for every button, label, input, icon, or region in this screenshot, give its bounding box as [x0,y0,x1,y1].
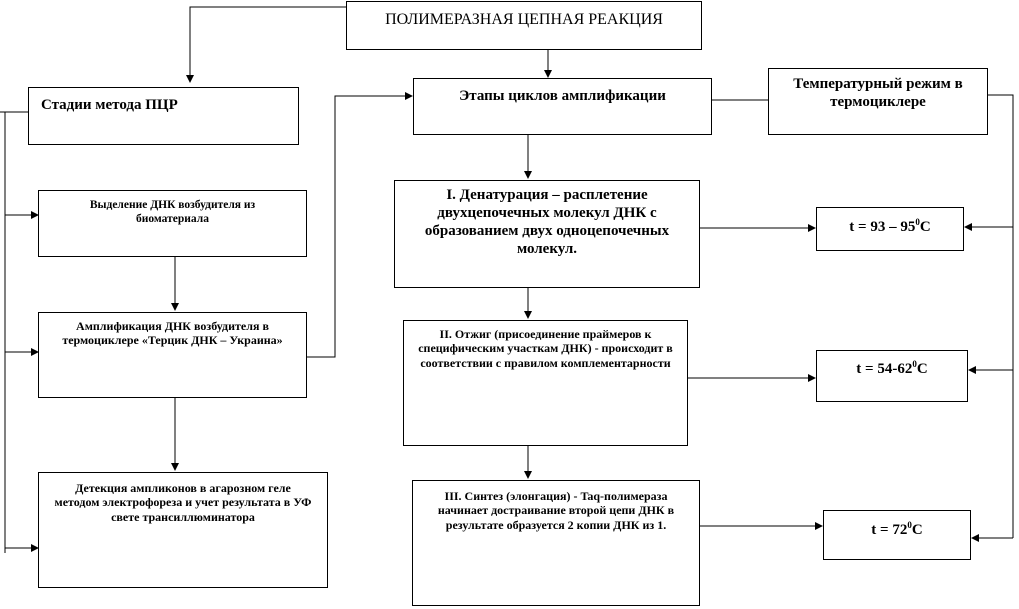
temp-synthesis [823,510,971,560]
temp-denaturation [816,207,964,251]
temp-annealing-value: t = 54-62 [856,361,913,377]
degree-sign: 0 [912,359,917,369]
stages-heading: Стадии метода ПЦР [28,87,299,145]
stage-detection: Детекция ампликонов в агарозном геле методом электрофореза и учет результата в УФ свете трансиллюминатора [38,472,328,588]
temp-unit: C [911,522,923,538]
title-box: ПОЛИМЕРАЗНАЯ ЦЕПНАЯ РЕАКЦИЯ [346,1,702,50]
degree-sign: 0 [907,520,912,530]
degree-sign: 0 [915,217,920,227]
cycle-annealing: II. Отжиг (присоединение праймеров к специфическим участкам ДНК) - происходит в соответствии с правилом комплементарности [403,320,688,446]
temp-annealing [816,350,968,402]
cycle-denaturation: I. Денатурация – расплетение двухцепочечных молекул ДНК с образованием двух одноцепочечных молекул. [394,180,700,288]
temp-unit: C [916,361,928,377]
temp-denaturation-value: t = 93 – 95 [849,219,916,235]
temp-synthesis-value: t = 72 [871,522,908,538]
cycles-heading: Этапы циклов амплификации [413,78,712,135]
stage-dna-extraction: Выделение ДНК возбудителя из биоматериала [38,190,307,257]
temperature-heading: Температурный режим в термоциклере [768,68,988,135]
right-bracket-line [988,95,1013,538]
connector-title-to-stages [190,7,346,82]
cycle-synthesis: III. Синтез (элонгация) - Taq-полимераза начинает достраивание второй цепи ДНК в результате образуется 2 копии ДНК из 1. [412,480,700,606]
stage-amplification: Амплификация ДНК возбудителя в термоциклере «Терцик ДНК – Украина» [38,312,307,398]
temp-unit: C [919,219,931,235]
